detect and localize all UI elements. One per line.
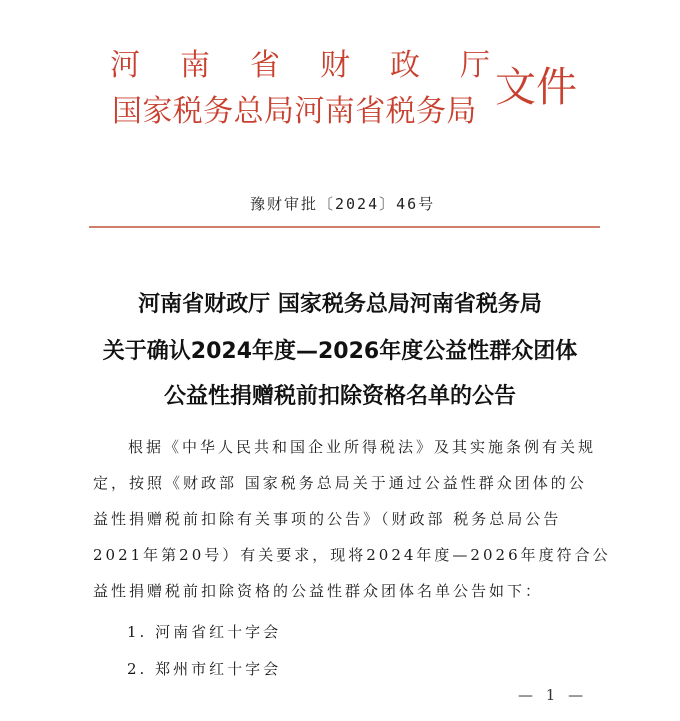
page-number: — 1 — <box>518 686 588 704</box>
title-line-3: 公益性捐赠税前扣除资格名单的公告 <box>163 384 516 409</box>
body-paragraph-line: 益性捐赠税前扣除有关事项的公告》（财政部 税务总局公告 <box>93 510 562 528</box>
title-line-2: 关于确认2024年度—2026年度公益性群众团体 <box>102 339 578 364</box>
body-paragraph-line: 2021年第20号）有关要求，现将2024年度—2026年度符合公 <box>93 546 611 564</box>
document-number: 豫财审批〔2024〕46号 <box>250 195 436 213</box>
letterhead-document-suffix: 文件 <box>495 63 577 111</box>
letterhead-issuer-finance-department: 河南省财政厅 <box>110 48 530 83</box>
body-paragraph-line: 根据《中华人民共和国企业所得税法》及其实施条例有关规 <box>128 438 597 456</box>
body-paragraph-line: 定，按照《财政部 国家税务总局关于通过公益性群众团体的公 <box>93 474 587 492</box>
letterhead-divider <box>89 226 600 228</box>
title-line-1: 河南省财政厅 国家税务总局河南省税务局 <box>138 292 542 317</box>
letterhead-issuer-tax-bureau: 国家税务总局河南省税务局 <box>112 94 477 129</box>
list-item: 2. 郑州市红十字会 <box>127 660 282 678</box>
body-paragraph-line: 益性捐赠税前扣除资格的公益性群众团体名单公告如下： <box>93 582 544 600</box>
list-item: 1. 河南省红十字会 <box>127 623 282 641</box>
